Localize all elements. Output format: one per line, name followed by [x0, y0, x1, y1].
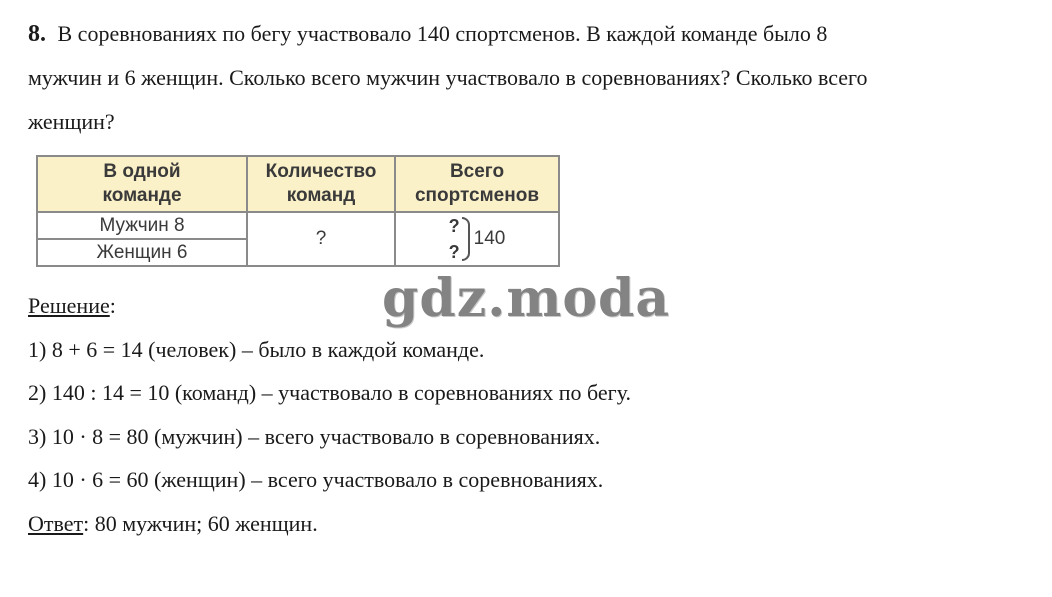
problem-statement	[28, 12, 1028, 144]
watermark-logo: gdz.moda	[382, 268, 671, 329]
header-per-team-line2: команде	[102, 185, 182, 206]
header-team-count	[247, 156, 395, 212]
row-women-label: Женщин 6	[37, 239, 247, 266]
header-total-line2: спортсменов	[414, 185, 539, 206]
header-total-line1: Всего	[449, 161, 505, 182]
men-total-unknown: ?	[448, 216, 460, 236]
solution-heading-colon: :	[109, 293, 116, 318]
data-table-container	[36, 155, 560, 267]
solution-step-1: 1) 8 + 6 = 14 (человек) – было в каждой команде.	[28, 336, 485, 362]
answer-text: : 80 мужчин; 60 женщин.	[83, 510, 318, 536]
table-header-row	[37, 156, 559, 212]
answer-line	[28, 502, 1028, 546]
header-total-athletes	[395, 156, 559, 212]
problem-line-1	[28, 12, 1028, 56]
solution-step-4: 4) 10 · 6 = 60 (женщин) – всего участвовало в соревнованиях.	[28, 467, 604, 492]
solution-step-3: 3) 10 · 8 = 80 (мужчин) – всего участвовало в соревнованиях.	[28, 423, 601, 449]
solution-heading-label: Решение	[28, 293, 110, 318]
header-per-team	[37, 156, 247, 212]
team-count-cell: ?	[247, 212, 395, 266]
total-athletes-value: 140	[473, 228, 506, 249]
problem-number: 8.	[28, 21, 46, 47]
brace-icon	[462, 217, 470, 261]
problem-text-1: В соревнованиях по бегу участвовало 140 спортсменов. В каждой команде было 8	[57, 21, 828, 46]
header-per-team-line1: В одной	[103, 161, 181, 182]
problem-line-3: женщин?	[28, 109, 115, 134]
table-row	[37, 212, 559, 239]
row-men-label: Мужчин 8	[37, 212, 247, 239]
unknown-totals	[449, 213, 460, 265]
header-team-count-line2: команд	[286, 185, 356, 206]
total-athletes-cell	[395, 212, 559, 266]
women-total-unknown: ?	[448, 242, 460, 262]
answer-label: Ответ	[28, 510, 84, 536]
data-table	[36, 155, 560, 267]
solution-step-2: 2) 140 : 14 = 10 (команд) – участвовало в соревнованиях по бегу.	[28, 380, 632, 405]
problem-line-2: мужчин и 6 женщин. Сколько всего мужчин участвовало в соревнованиях? Сколько всего	[28, 65, 868, 90]
header-team-count-line1: Количество	[265, 161, 377, 182]
